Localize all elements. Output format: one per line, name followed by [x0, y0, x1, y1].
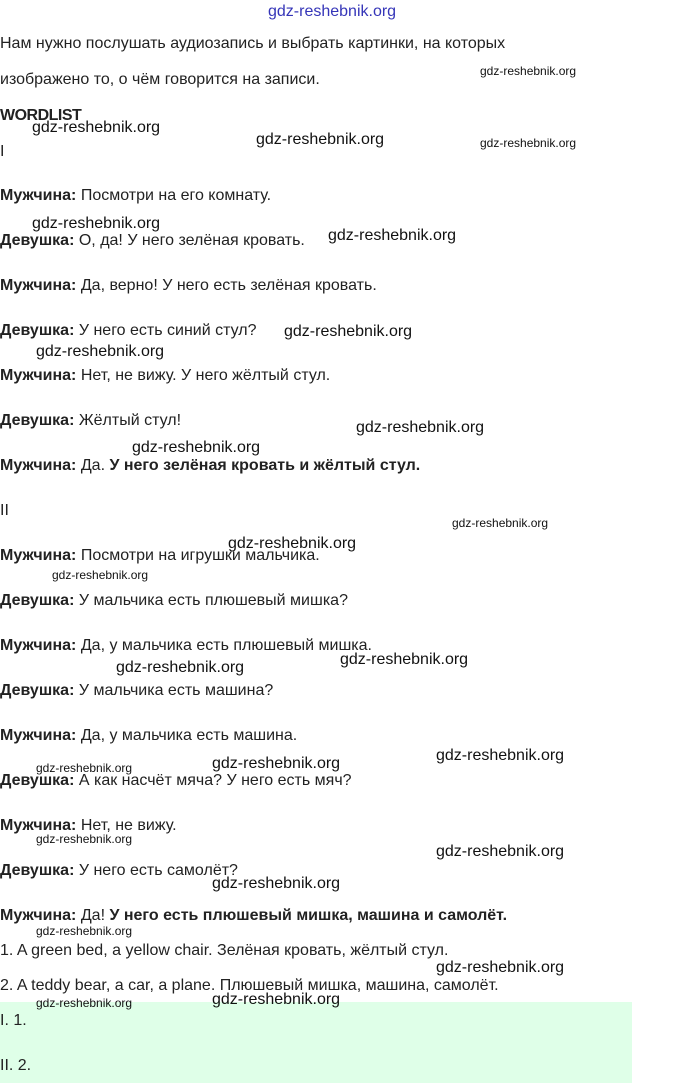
speaker-label: Мужчина: — [0, 457, 77, 474]
line-summary: У него есть плюшевый мишка, машина и самолёт. — [109, 907, 508, 924]
dialogue-line — [0, 411, 181, 431]
watermark: gdz-reshebnik.org — [328, 227, 457, 244]
watermark: gdz-reshebnik.org — [36, 761, 133, 775]
part2-label: II — [0, 502, 9, 519]
translation-line-1: 1. A green bed, a yellow chair. Зелёная кровать, жёлтый стул. — [0, 942, 449, 959]
watermark: gdz-reshebnik.org — [436, 747, 565, 764]
watermark: gdz-reshebnik.org — [340, 651, 469, 668]
speaker-label: Девушка: — [0, 322, 75, 339]
line-text: Да, верно! У него есть зелёная кровать. — [76, 277, 377, 294]
watermark: gdz-reshebnik.org — [36, 343, 165, 360]
line-text: А как насчёт мяча? У него есть мяч? — [74, 772, 352, 789]
line-text: Посмотри на его комнату. — [76, 187, 272, 204]
speaker-label: Девушка: — [0, 772, 75, 789]
speaker-label: Мужчина: — [0, 817, 77, 834]
answer-box — [0, 1002, 632, 1083]
watermark-top: gdz-reshebnik.org — [268, 3, 397, 20]
watermark: gdz-reshebnik.org — [256, 131, 385, 148]
dialogue-line — [0, 321, 257, 341]
watermark: gdz-reshebnik.org — [228, 535, 357, 552]
watermark: gdz-reshebnik.org — [356, 419, 485, 436]
line-text: Да, у мальчика есть машина. — [76, 727, 298, 744]
line-text: Посмотри на игрушки мальчика. — [76, 547, 320, 564]
line-text: Да. — [76, 457, 110, 474]
dialogue-line — [0, 456, 420, 476]
speaker-label: Девушка: — [0, 592, 75, 609]
speaker-label: Девушка: — [0, 412, 75, 429]
line-text: Да, у мальчика есть плюшевый мишка. — [76, 637, 372, 654]
part1-label: I — [0, 143, 5, 160]
line-text: У него есть синий стул? — [74, 322, 257, 339]
line-text: Нет, не вижу. — [76, 817, 177, 834]
line-text: О, да! У него зелёная кровать. — [74, 232, 305, 249]
intro-line-2: изображено то, о чём говорится на записи. — [0, 71, 320, 88]
dialogue-line — [0, 636, 372, 656]
dialogue-line — [0, 681, 273, 701]
line-summary: У него зелёная кровать и жёлтый стул. — [109, 457, 421, 474]
speaker-label: Мужчина: — [0, 547, 77, 564]
watermark: gdz-reshebnik.org — [480, 136, 577, 150]
watermark: gdz-reshebnik.org — [452, 516, 549, 530]
speaker-label: Девушка: — [0, 682, 75, 699]
speaker-label: Мужчина: — [0, 637, 77, 654]
translation-line-2: 2. A teddy bear, a car, a plane. Плюшевый мишка, машина, самолёт. — [0, 977, 499, 994]
dialogue-line — [0, 906, 507, 926]
dialogue-line — [0, 726, 297, 746]
watermark: gdz-reshebnik.org — [132, 439, 261, 456]
dialogue-line — [0, 366, 330, 386]
intro-line-1: Нам нужно послушать аудиозапись и выбрать картинки, на которых — [0, 35, 506, 52]
watermark: gdz-reshebnik.org — [212, 755, 341, 772]
dialogue-line — [0, 231, 305, 251]
watermark: gdz-reshebnik.org — [284, 323, 413, 340]
watermark: gdz-reshebnik.org — [36, 924, 133, 938]
dialogue-line — [0, 861, 238, 881]
wordlist-heading: WORDLIST — [0, 107, 82, 124]
watermark: gdz-reshebnik.org — [212, 991, 341, 1008]
watermark: gdz-reshebnik.org — [36, 996, 133, 1010]
watermark: gdz-reshebnik.org — [32, 215, 161, 232]
line-text: У мальчика есть плюшевый мишка? — [74, 592, 348, 609]
speaker-label: Девушка: — [0, 862, 75, 879]
line-text: Да! — [76, 907, 110, 924]
dialogue-line — [0, 276, 377, 296]
line-text: Нет, не вижу. У него жёлтый стул. — [76, 367, 331, 384]
answer-line-2: II. 2. — [0, 1057, 32, 1074]
speaker-label: Мужчина: — [0, 367, 77, 384]
watermark: gdz-reshebnik.org — [52, 568, 149, 582]
speaker-label: Мужчина: — [0, 277, 77, 294]
speaker-label: Мужчина: — [0, 907, 77, 924]
line-text: У мальчика есть машина? — [74, 682, 274, 699]
watermark: gdz-reshebnik.org — [32, 119, 161, 136]
speaker-label: Мужчина: — [0, 727, 77, 744]
line-text: У него есть самолёт? — [74, 862, 238, 879]
line-text: Жёлтый стул! — [74, 412, 182, 429]
answer-line-1: I. 1. — [0, 1012, 27, 1029]
watermark: gdz-reshebnik.org — [36, 832, 133, 846]
watermark: gdz-reshebnik.org — [480, 64, 577, 78]
speaker-label: Мужчина: — [0, 187, 77, 204]
watermark: gdz-reshebnik.org — [436, 959, 565, 976]
watermark: gdz-reshebnik.org — [212, 875, 341, 892]
watermark: gdz-reshebnik.org — [116, 659, 245, 676]
dialogue-line — [0, 186, 271, 206]
watermark: gdz-reshebnik.org — [436, 843, 565, 860]
dialogue-line — [0, 591, 348, 611]
speaker-label: Девушка: — [0, 232, 75, 249]
